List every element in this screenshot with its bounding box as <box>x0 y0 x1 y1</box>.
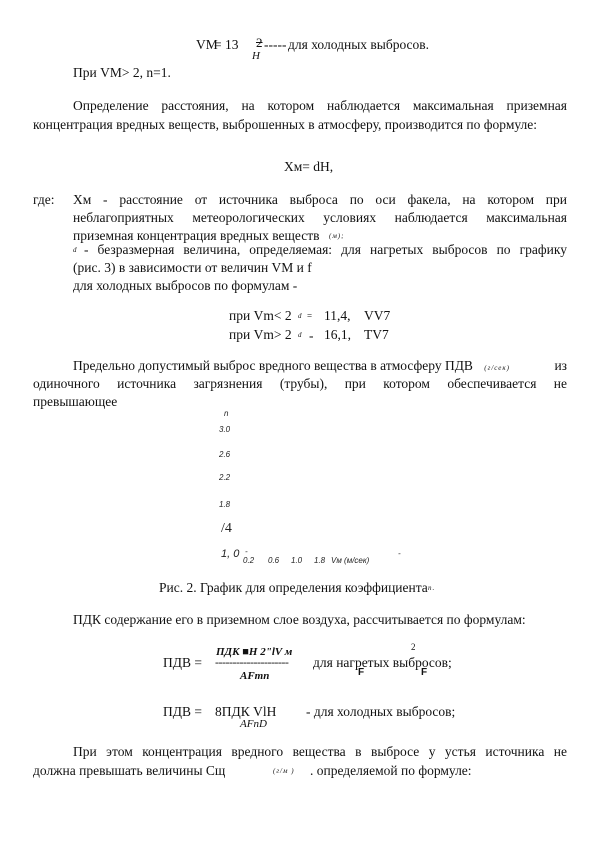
where-line-3: приземная концентрация вредных веществ <box>73 228 320 243</box>
xm-formula: Xм= dH, <box>284 159 334 174</box>
concentration-line-2a: должна превышать величины Сщ <box>33 763 226 778</box>
formula-hot-dashes: --------------------- <box>215 655 289 669</box>
formula-cold-lhs: ПДВ = <box>163 704 202 719</box>
where-line-3-unit: (м); <box>329 232 345 240</box>
formula-hot-lhs: ПДВ = <box>163 655 202 670</box>
d-formula-pre: при Vm< 2 <box>229 308 292 323</box>
formula-hot-denominator: AFmn <box>240 670 270 682</box>
where-line-4: - безразмерная величина, определяемая: для нагретых выбросов по графику <box>84 242 567 257</box>
x-tick-label: 0.6 <box>268 556 280 565</box>
formula-hot-tail: для нагретых выбросов; <box>313 655 452 670</box>
x-tick-label: 0.2 <box>243 556 255 565</box>
y-tick-label: 2.2 <box>219 473 231 482</box>
pdv-line-3: превышающее <box>33 394 118 409</box>
caption-text: Рис. 2. График для определения коэффициента <box>159 580 428 595</box>
formula-cold-numerator: 8ПДК VlH <box>215 704 277 719</box>
paragraph-distance-definition: Определение расстояния, на котором наблюдается максимальная приземная концентрация вредных веществ, выброшенных в атмосферу, производится по формуле: <box>33 98 567 132</box>
formula-cold-denominator: AFnD <box>240 718 267 730</box>
d-formula-sym: d <box>298 331 303 339</box>
formula-cold-tail: - для холодных выбросов; <box>306 704 456 719</box>
d-formula-op: - <box>309 328 314 343</box>
vm-tail: для холодных выбросов. <box>288 37 430 52</box>
vm-numerator: 2 <box>256 35 263 50</box>
y-tick-label: 2.6 <box>219 450 231 459</box>
concentration-line-1: При этом концентрация вредного вещества в выбросе у устья источника не <box>73 744 567 759</box>
y-axis-label: n <box>224 409 229 418</box>
where-line-2: неблагоприятных метеорологических условиях наблюдается максимальная <box>73 210 567 225</box>
caption-symbol: n. <box>428 584 436 592</box>
d-formula-tail: TV7 <box>364 327 389 342</box>
vm-label: VM <box>196 37 218 52</box>
where-line-6: для холодных выбросов по формулам - <box>73 278 298 293</box>
y-tick-label: 1, 0 <box>221 548 240 560</box>
concentration-unit: (г/м ) <box>273 767 295 775</box>
y-tick-label: 1.8 <box>219 500 231 509</box>
where-d-symbol: d <box>73 246 78 254</box>
where-lead: где: <box>33 192 55 207</box>
d-formula-sym: d <box>298 312 303 320</box>
d-formula-tail: VV7 <box>364 308 391 323</box>
tick-dash: - <box>398 549 401 558</box>
d-formula-val: 11,4, <box>324 308 351 323</box>
where-line-5: (рис. 3) в зависимости от величин VM и f <box>73 260 312 275</box>
vm-dashes: ----- <box>264 37 287 52</box>
formula-hot-superscript: 2 <box>411 642 416 652</box>
pdv-line-1-text: Предельно допустимый выброс вредного вещества в атмосферу ПДВ <box>73 358 473 373</box>
x-axis-label: Vм (м/сек) <box>331 556 370 565</box>
d-formula-op: = <box>307 311 313 321</box>
formula-hot-mark: F <box>421 667 428 678</box>
y-tick-label: /4 <box>221 521 232 536</box>
pdv-line-2: одиночного источника загрязнения (трубы), при котором обеспечивается не <box>33 376 567 391</box>
paragraph-pdk: ПДК содержание его в приземном слое воздуха, рассчитывается по формулам: <box>73 612 526 627</box>
formula-hot-mark: F <box>358 667 365 678</box>
vm-eq: = 13 <box>214 37 239 52</box>
concentration-line-2b: . определяемой по формуле: <box>310 763 472 778</box>
formula-hot-numerator: ПДК ■H 2"lV м <box>216 646 293 658</box>
paragraph-vm-condition: При VM> 2, n=1. <box>73 65 171 80</box>
x-tick-label: 1.0 <box>291 556 303 565</box>
vm-denominator: H <box>252 50 260 62</box>
pdv-line-1-end: из <box>554 358 567 373</box>
where-line-1: Xм - расстояние от источника выброса по оси факела, на котором при <box>73 192 567 207</box>
x-tick-label: 1.8 <box>314 556 326 565</box>
tick-dash: - <box>245 547 248 556</box>
y-tick-label: 3.0 <box>219 425 231 434</box>
pdv-unit: (г/сек) <box>484 364 511 372</box>
d-formula-val: 16,1, <box>324 327 351 342</box>
d-formula-pre: при Vm> 2 <box>229 327 292 342</box>
